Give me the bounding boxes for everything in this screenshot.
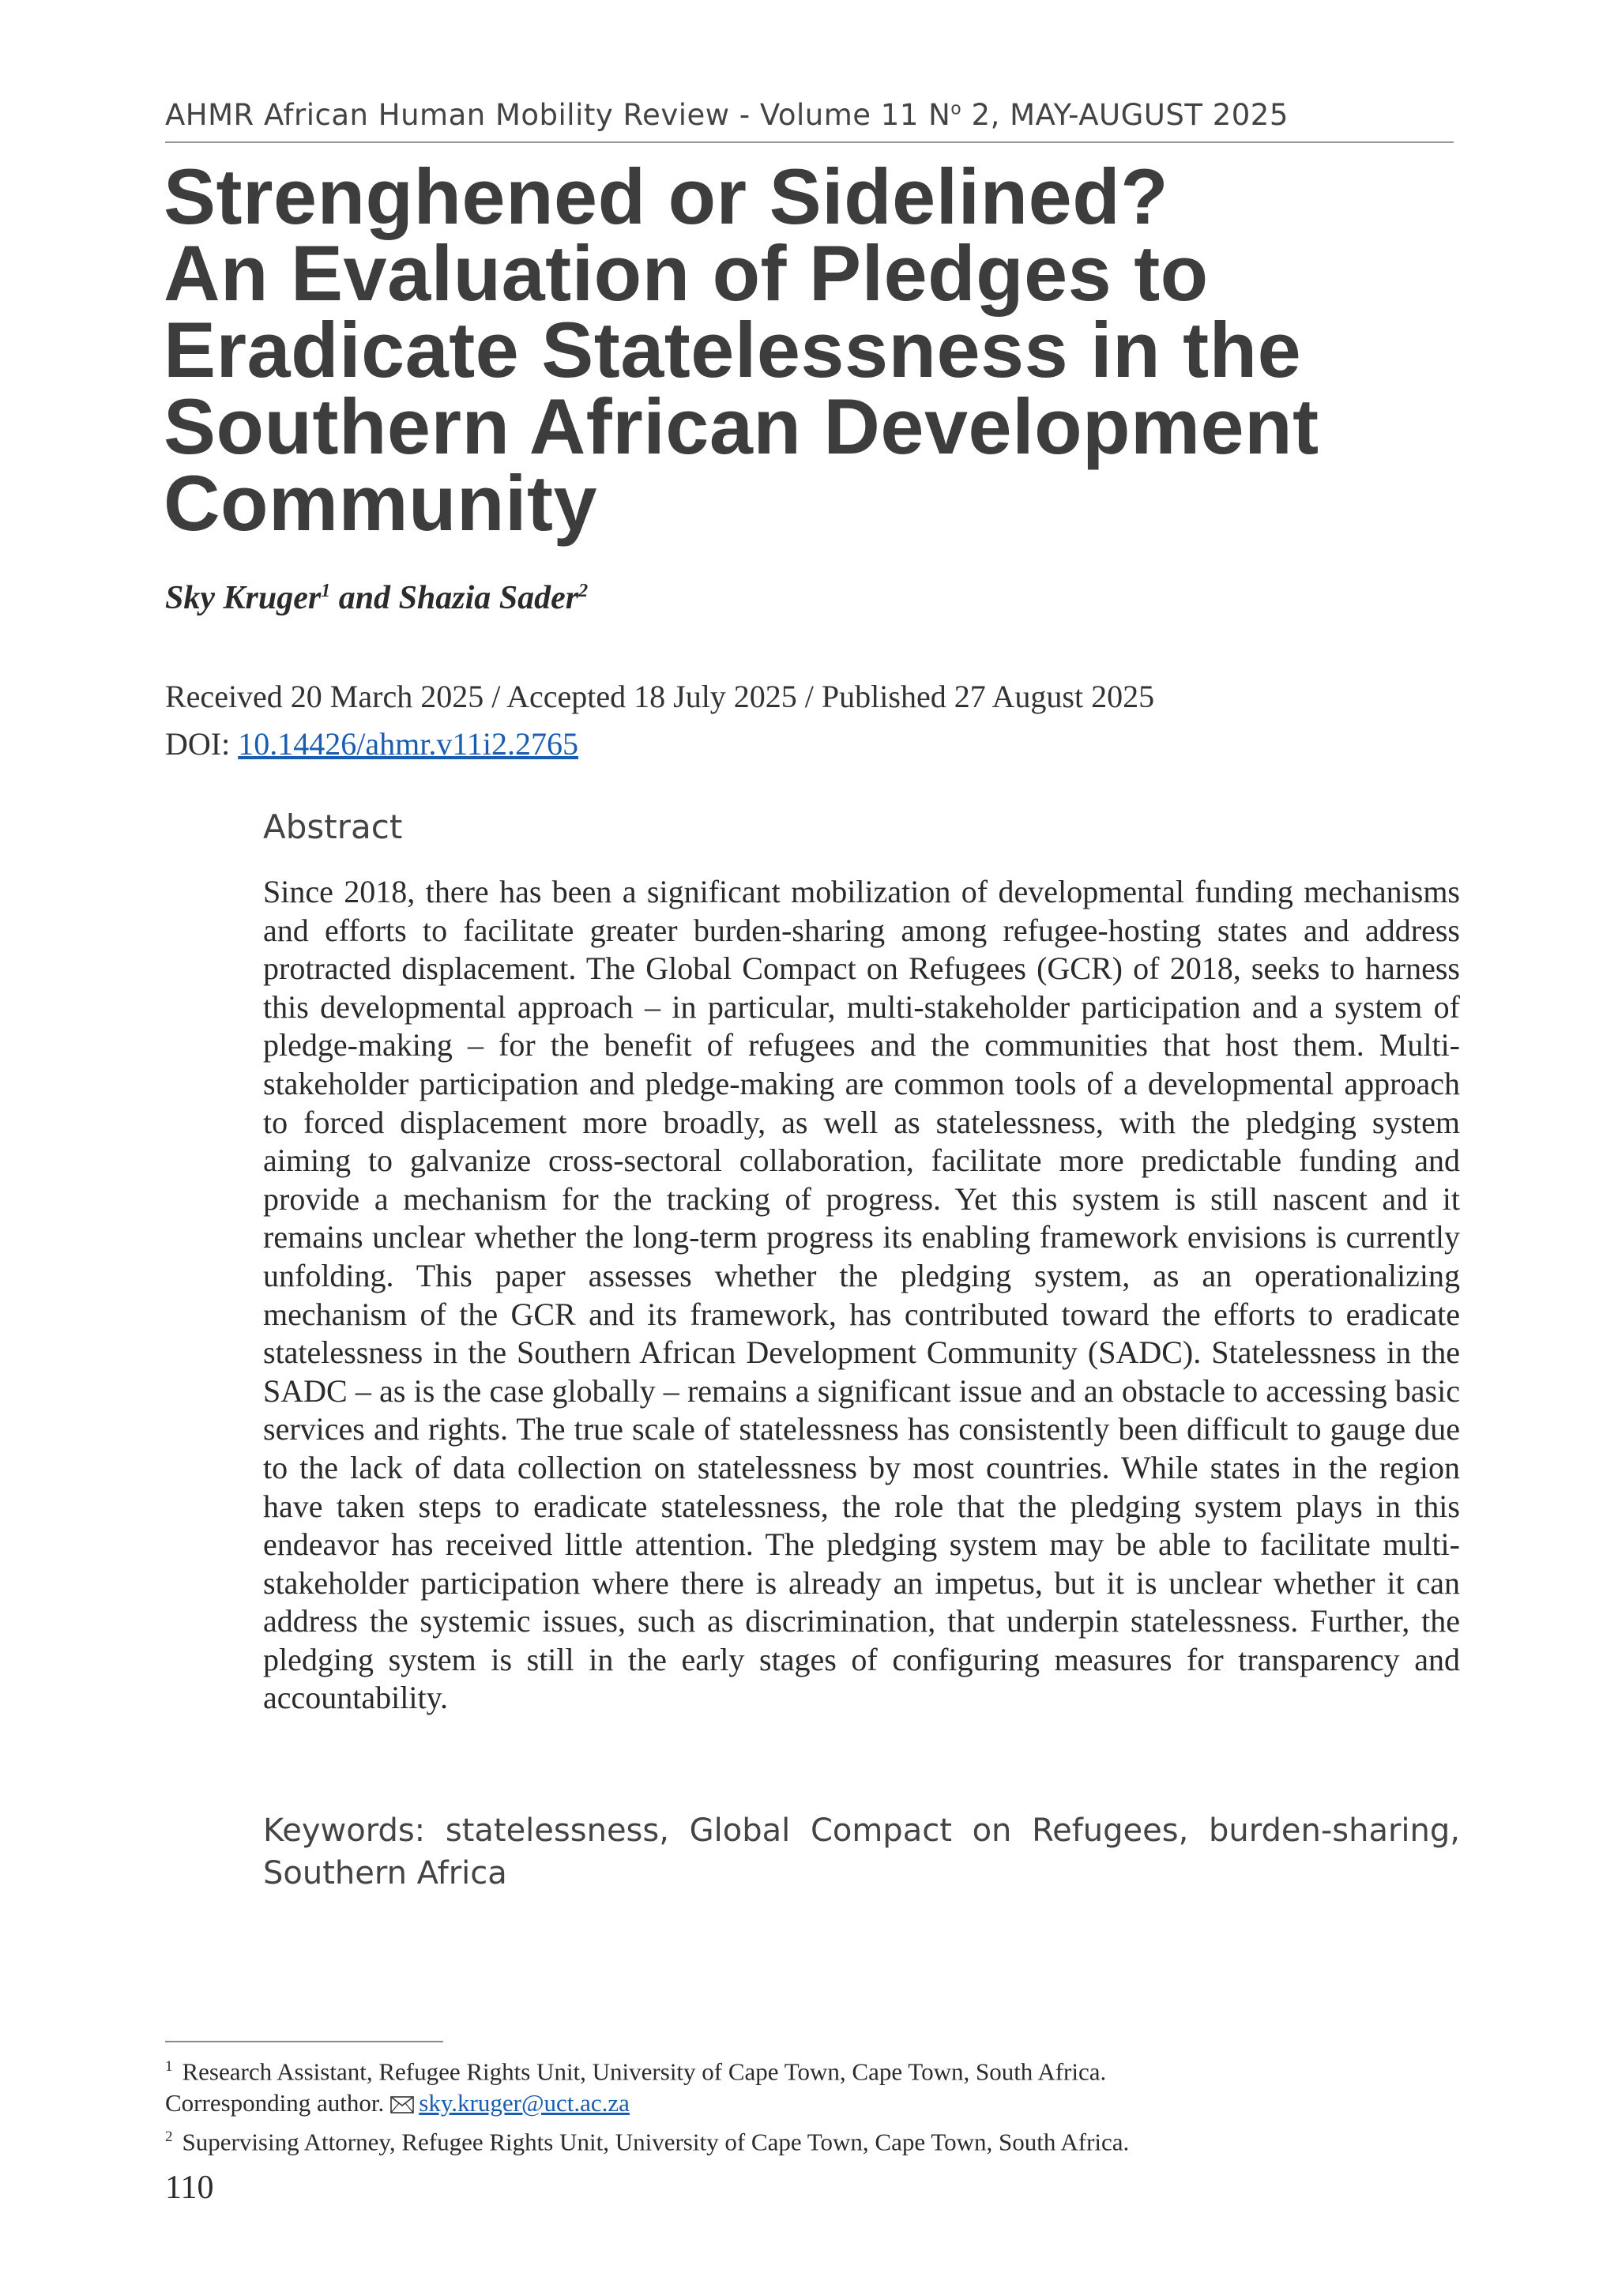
publication-info (165, 673, 1154, 768)
title-line: Community (164, 459, 597, 547)
footnote-1-contact (165, 2087, 1461, 2121)
running-head-prefix: AHMR African Human Mobility Review - Volume 11 N (165, 98, 951, 132)
author-joiner: and (330, 580, 399, 616)
title-line: An Evaluation of Pledges to (164, 229, 1209, 317)
footnote-2 (165, 2121, 1461, 2158)
publication-dates: Received 20 March 2025 / Accepted 18 July 2025 / Published 27 August 2025 (165, 679, 1155, 714)
footnote-number: 1 (165, 2058, 173, 2075)
footnote-marker[interactable]: 1 (321, 581, 331, 601)
article-title (164, 152, 1475, 547)
abstract-text: Since 2018, there has been a significant mobilization of developmental funding mechanisms and efforts to facilitate greater burden-sharing among refugee-hosting states and address protracted displacement. The Global Compact on Refugees (GCR) of 2018, seeks to harness this developmental approach – in particular, multi-stakeholder participation and a system of pledge-making – for the benefit of refugees and the communities that host them. Multi-stakeholder participation and pledge-making are common tools of a developmental approach to forced displacement more broadly, as well as statelessness, with the pledging system aiming to galvanize cross-sectoral collaboration, facilitate more predictable funding and provide a mechanism for the tracking of progress. Yet this system is still nascent and it remains unclear whether the long-term progress its enabling framework envisions is currently unfolding. This paper assesses whether the pledging system, as an operationalizing mechanism of the GCR and its framework, has contributed toward the efforts to eradicate statelessness in the Southern African Development Community (SADC). Statelessness in the SADC – as is the case globally – remains a significant issue and an obstacle to accessing basic services and rights. The true scale of statelessness has consistently been difficult to gauge due to the lack of data collection on statelessness by most countries. While states in the region have taken steps to eradicate statelessness, the role that the pledging system plays in this endeavor has received little attention. The pledging system may be able to facilitate multi-stakeholder participation where there is already an impetus, but it is unclear whether it can address the systemic issues, such as discrimination, that underpin statelessness. Further, the pledging system is still in the early stages of configuring measures for transparency and accountability. (263, 874, 1460, 1716)
running-header (165, 98, 1454, 143)
footnote-number: 2 (165, 2129, 173, 2146)
author-name: Shazia Sader (398, 580, 579, 616)
doi-label: DOI: (165, 726, 239, 762)
page-number: 110 (165, 2170, 214, 2206)
email-link[interactable]: sky.kruger@uct.ac.za (419, 2089, 630, 2117)
footnotes (165, 2051, 1461, 2159)
footnote-divider (165, 2041, 443, 2042)
running-head-number-sign: o (950, 99, 962, 119)
footnote-text: Research Assistant, Refugee Rights Unit, University of Cape Town, Cape Town, South Africa. (182, 2057, 1107, 2086)
keywords: Keywords: statelessness, Global Compact on Refugees, burden-sharing, Southern Africa (263, 1812, 1460, 1891)
doi-link[interactable]: 10.14426/ahmr.v11i2.2765 (238, 726, 578, 762)
doi-line (165, 721, 1154, 768)
title-line: Eradicate Statelessness in the (164, 306, 1302, 393)
running-head-suffix: 2, MAY-AUGUST 2025 (961, 98, 1289, 132)
abstract-heading: Abstract (263, 807, 403, 846)
title-line: Southern African Development (164, 382, 1319, 470)
author-line (165, 579, 588, 617)
footnote-marker[interactable]: 2 (578, 581, 589, 601)
footnote-text: Supervising Attorney, Refugee Rights Unit, University of Cape Town, Cape Town, South Africa. (182, 2128, 1130, 2156)
envelope-icon (390, 2090, 414, 2121)
title-line: Strenghened or Sidelined? (164, 152, 1169, 240)
author-name: Sky Kruger (165, 580, 322, 616)
corresponding-author-label: Corresponding author. (165, 2089, 385, 2117)
footnote-1 (165, 2051, 1461, 2087)
